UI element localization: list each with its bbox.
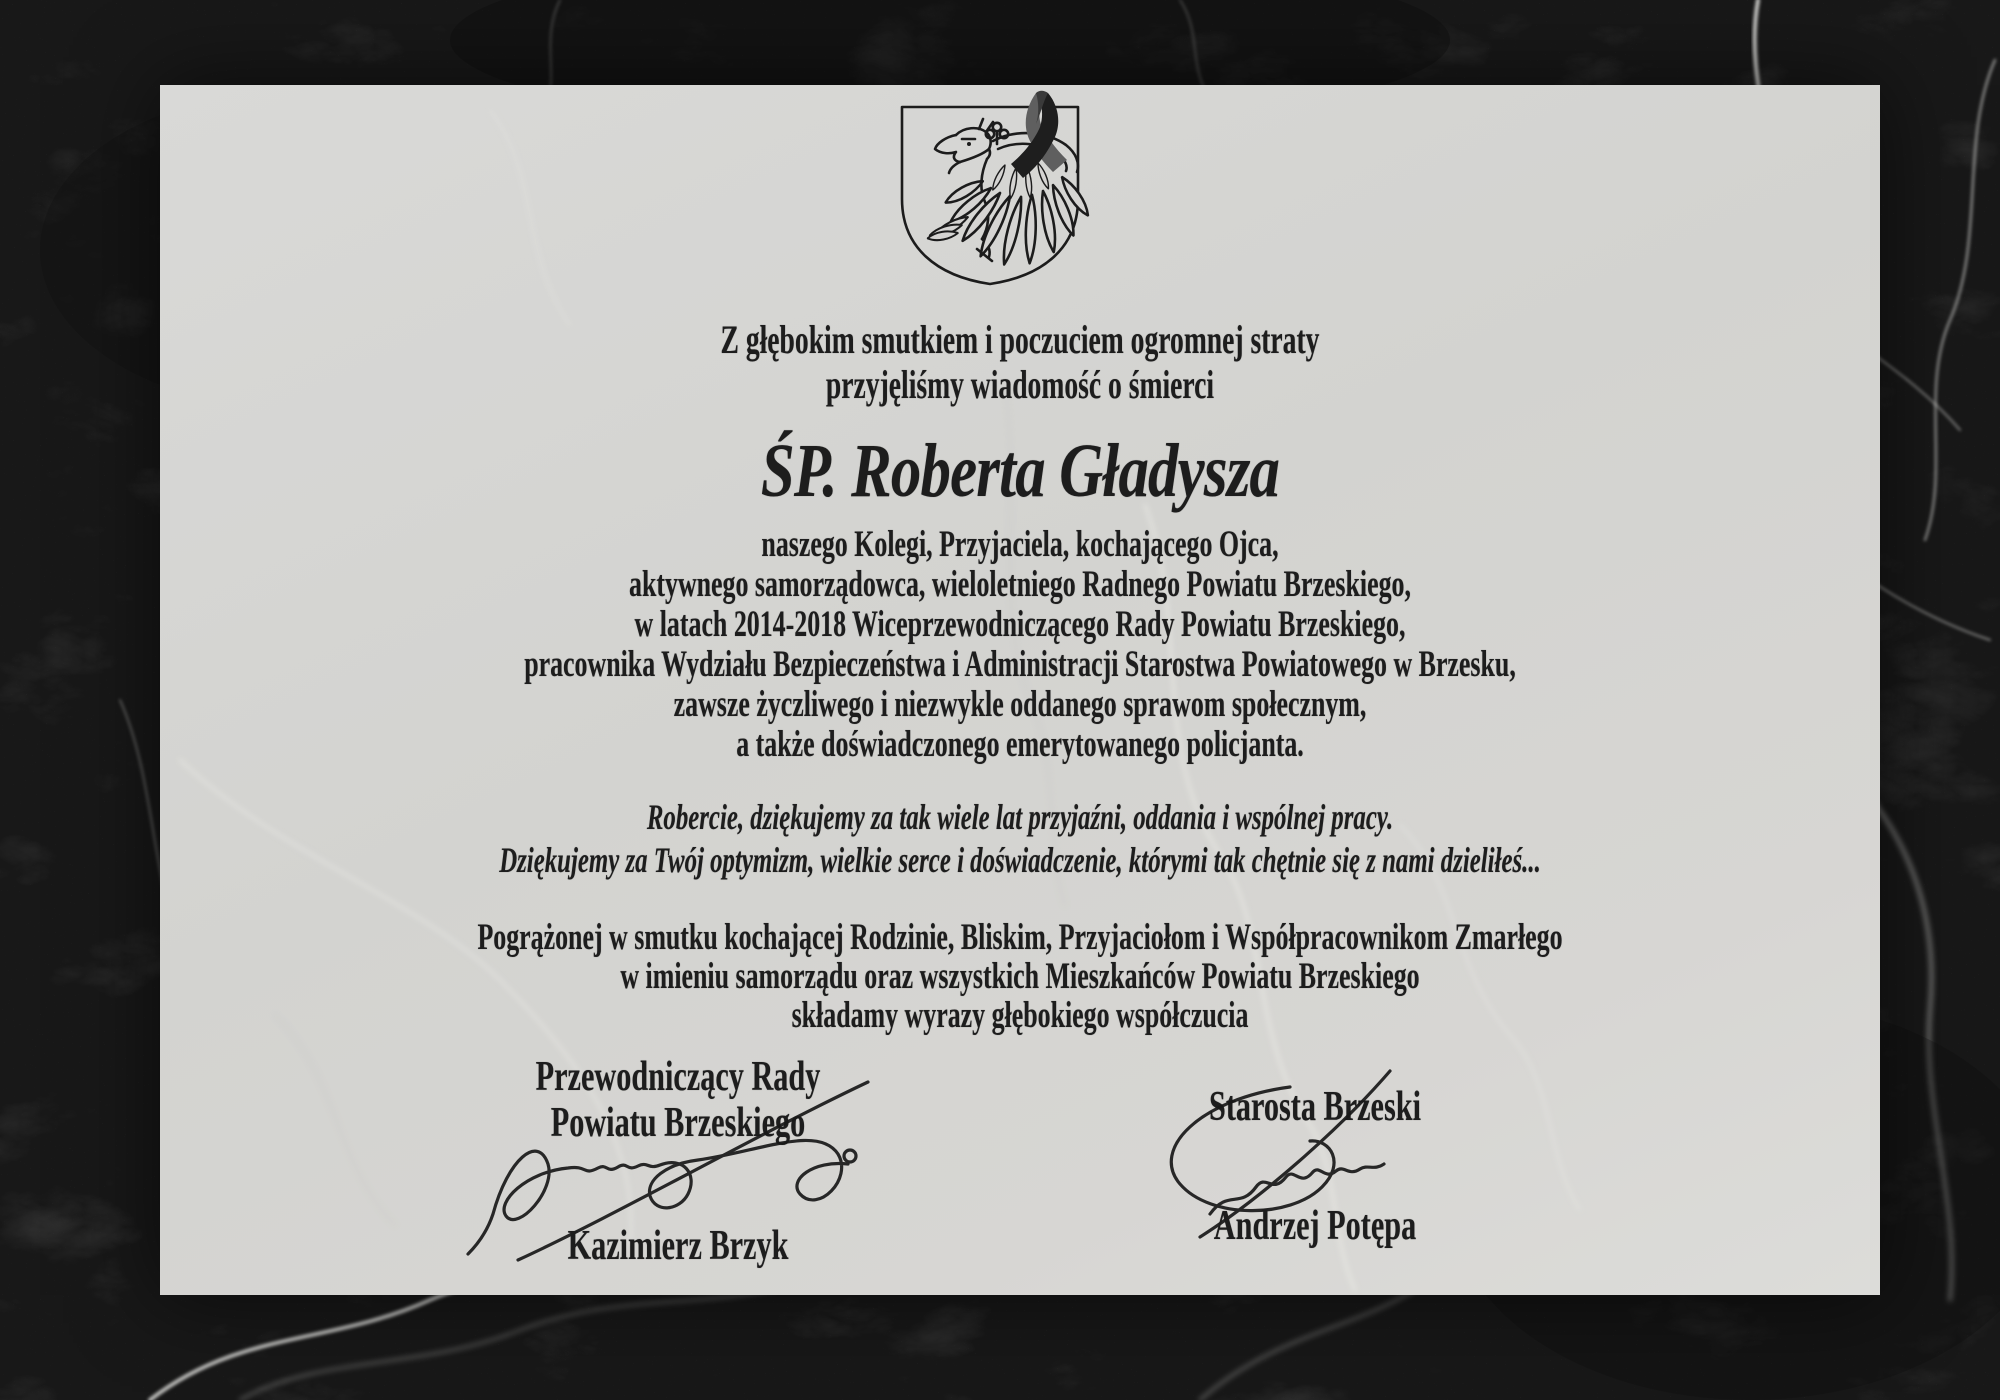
signatory-right-title bbox=[1060, 1084, 1570, 1130]
personal-farewell-paragraph bbox=[160, 796, 1880, 882]
announcement-content bbox=[160, 99, 1880, 1309]
tribute-line: a także doświadczonego emerytowanego policjanta. bbox=[736, 724, 1304, 765]
signatory-left-name: Kazimierz Brzyk bbox=[567, 1223, 789, 1269]
intro-paragraph bbox=[160, 317, 1880, 407]
signatory-left-title bbox=[398, 1054, 958, 1146]
personal-line: Robercie, dziękujemy za tak wiele lat przyjaźni, oddania i wspólnej pracy. bbox=[646, 797, 1394, 837]
tribute-line: zawsze życzliwego i niezwykle oddanego sprawom społecznym, bbox=[673, 684, 1367, 725]
tribute-line: aktywnego samorządowca, wieloletniego Radnego Powiatu Brzeskiego, bbox=[629, 564, 1411, 605]
coat-of-arms bbox=[890, 99, 1090, 291]
tribute-line: w latach 2014-2018 Wiceprzewodniczącego Rady Powiatu Brzeskiego, bbox=[634, 604, 1406, 645]
signatory-left bbox=[398, 1054, 958, 1268]
signatory-right-title-line1: Starosta Brzeski bbox=[1209, 1084, 1421, 1130]
signatory-right-name: Andrzej Potępa bbox=[1213, 1203, 1417, 1249]
condolence-paragraph bbox=[160, 918, 1880, 1035]
personal-line: Dziękujemy za Twój optymizm, wielkie serce i doświadczenie, którymi tak chętnie się z nami dzieliłeś... bbox=[499, 840, 1541, 880]
tribute-line: naszego Kolegi, Przyjaciela, kochającego Ojca, bbox=[761, 524, 1279, 565]
intro-line-2: przyjęliśmy wiadomość o śmierci bbox=[825, 362, 1215, 407]
tribute-paragraph bbox=[160, 525, 1880, 765]
signatory-left-title-line2: Powiatu Brzeskiego bbox=[550, 1100, 806, 1146]
announcement-paper bbox=[160, 85, 1880, 1295]
intro-line-1: Z głębokim smutkiem i poczuciem ogromnej straty bbox=[720, 317, 1320, 362]
signatory-left-title-line1: Przewodniczący Rady bbox=[535, 1054, 821, 1100]
eagle-wing-feathers bbox=[927, 162, 1092, 266]
condolence-line: Pogrążonej w smutku kochającej Rodzinie, Bliskim, Przyjaciołom i Współpracownikom Zmarłego bbox=[477, 917, 1563, 958]
signatory-right bbox=[1060, 1084, 1570, 1248]
deceased-name: ŚP. Roberta Gładysza bbox=[760, 429, 1280, 513]
tribute-line: pracownika Wydziału Bezpieczeństwa i Administracji Starostwa Powiatowego w Brzesku, bbox=[524, 644, 1516, 685]
condolence-line: w imieniu samorządu oraz wszystkich Mieszkańców Powiatu Brzeskiego bbox=[620, 956, 1420, 997]
condolence-line: składamy wyrazy głębokiego współczucia bbox=[791, 995, 1249, 1036]
